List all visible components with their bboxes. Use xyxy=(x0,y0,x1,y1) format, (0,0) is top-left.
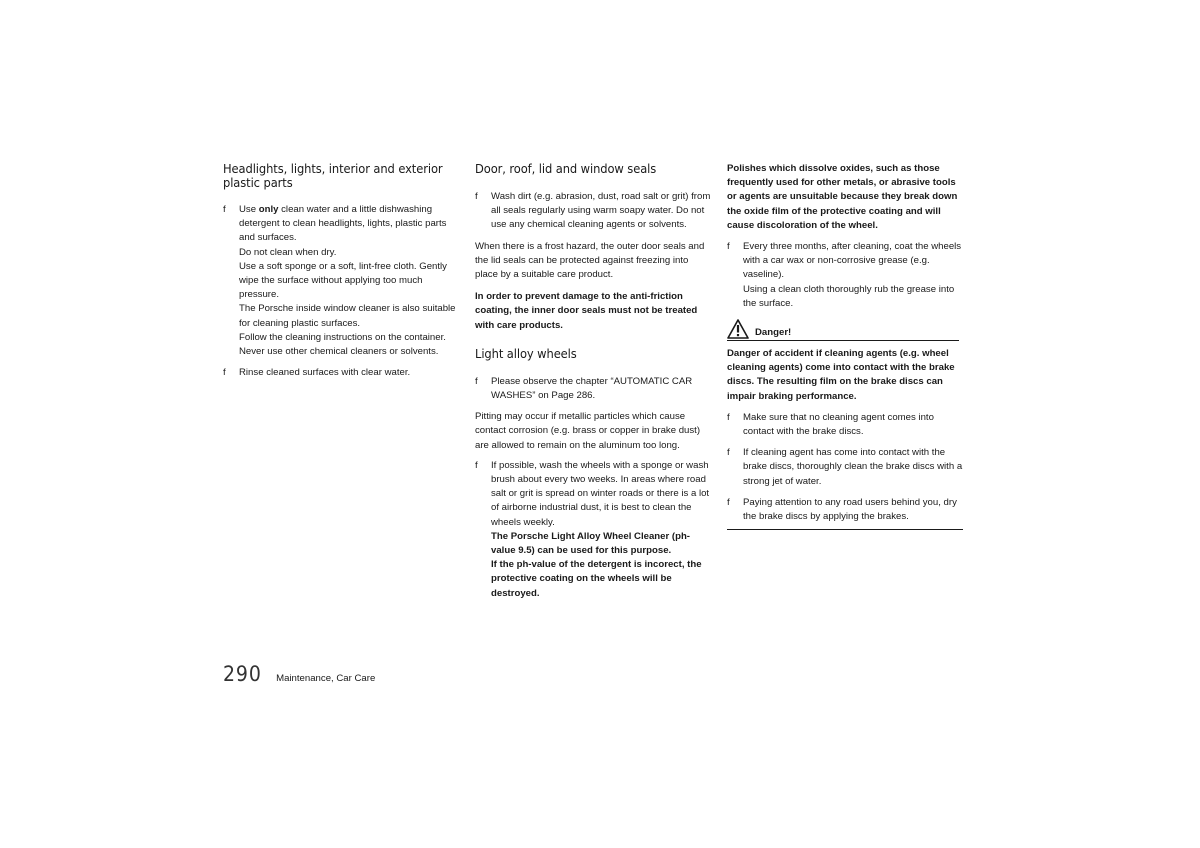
list-item: f Use only clean water and a little dishwashing detergent to clean headlights, lights, plastic parts and surfaces. Do not clean when dry. Use a soft sponge or a soft, lint-free cloth. Gently wipe the surface without applying too much pressure. The Porsche inside window cleaner is also suitable for cleaning plastic surfaces. Follow the cleaning instructions on the container. Never use other chemical cleaners or solvents. xyxy=(223,204,456,358)
warning-anti-friction: In order to prevent damage to the anti-friction coating, the inner door seals must not be treated with care products. xyxy=(475,291,698,331)
list-item: f If possible, wash the wheels with a sponge or wash brush about every two weeks. In areas where road salt or grit is spread on winter roads or there is a lot of airborne industrial dust, it is best to clean the wheels weekly. The Porsche Light Alloy Wheel Cleaner (ph-value 9.5) can be used for this purpose. If the ph-value of the detergent is incorect, the protective coating on the wheels will be destroyed. xyxy=(475,459,710,599)
section-title: Maintenance, Car Care xyxy=(276,673,376,684)
paragraph-frost: When there is a frost hazard, the outer door seals and the lid seals can be protected against freezing into place by a suitable care product. xyxy=(475,240,705,281)
bullet-marker: f xyxy=(727,447,730,459)
warning-triangle-icon xyxy=(727,319,749,339)
page-number: 290 xyxy=(223,662,262,686)
bullet-marker: f xyxy=(475,191,478,202)
paragraph-pitting: Pitting may occur if metallic particles which cause contact corrosion (e.g. brass or copper in brake dust) are allowed to remain on the aluminum too long. xyxy=(475,411,701,451)
danger-header xyxy=(727,319,959,341)
danger-label: Danger! xyxy=(755,327,792,339)
column-3 xyxy=(727,162,963,530)
list-item: f Make sure that no cleaning agent comes into contact with the brake discs. xyxy=(727,411,934,438)
bullet-marker: f xyxy=(475,459,478,471)
list-item: f Please observe the chapter “AUTOMATIC CAR WASHES” on Page 286. xyxy=(475,375,693,402)
list-item: f Rinse cleaned surfaces with clear water. xyxy=(223,366,459,380)
list-item: f Every three months, after cleaning, coat the wheels with a car wax or non-corrosive grease (e.g. vaseline). Using a clean cloth thoroughly rub the grease into the surface. xyxy=(727,241,962,309)
danger-end-rule xyxy=(727,529,963,530)
list-item: f Wash dirt (e.g. abrasion, dust, road salt or grit) from all seals regularly using warm soapy water. Do not use any chemical cleaning agents or solvents. xyxy=(475,191,711,231)
list-item: f Paying attention to any road users behind you, dry the brake discs by applying the brakes. xyxy=(727,496,957,523)
heading-headlights: Headlights, lights, interior and exterior plastic parts xyxy=(223,161,443,190)
bullet-marker: f xyxy=(727,411,730,423)
column-2 xyxy=(475,162,711,608)
bullet-marker: f xyxy=(223,204,226,215)
bullet-marker: f xyxy=(727,496,730,508)
page-footer xyxy=(223,662,375,686)
bullet-marker: f xyxy=(475,375,478,387)
heading-seals: Door, roof, lid and window seals xyxy=(475,161,657,176)
danger-text: Danger of accident if cleaning agents (e.g. wheel cleaning agents) come into contact with the brake discs. The resulting film on the brake discs can impair braking performance. xyxy=(727,348,955,402)
bullet-marker: f xyxy=(223,367,226,379)
heading-light-alloy-wheels: Light alloy wheels xyxy=(475,345,577,361)
list-item: f If cleaning agent has come into contact with the brake discs, thoroughly clean the brake discs with a strong jet of water. xyxy=(727,447,963,487)
column-1 xyxy=(223,162,459,387)
bullet-marker: f xyxy=(727,241,730,253)
warning-polishes: Polishes which dissolve oxides, such as those frequently used for other metals, or abrasive tools or agents are unsuitable because they break down the oxide film of the protective coating and will cause discoloration of the wheel. xyxy=(727,163,958,231)
